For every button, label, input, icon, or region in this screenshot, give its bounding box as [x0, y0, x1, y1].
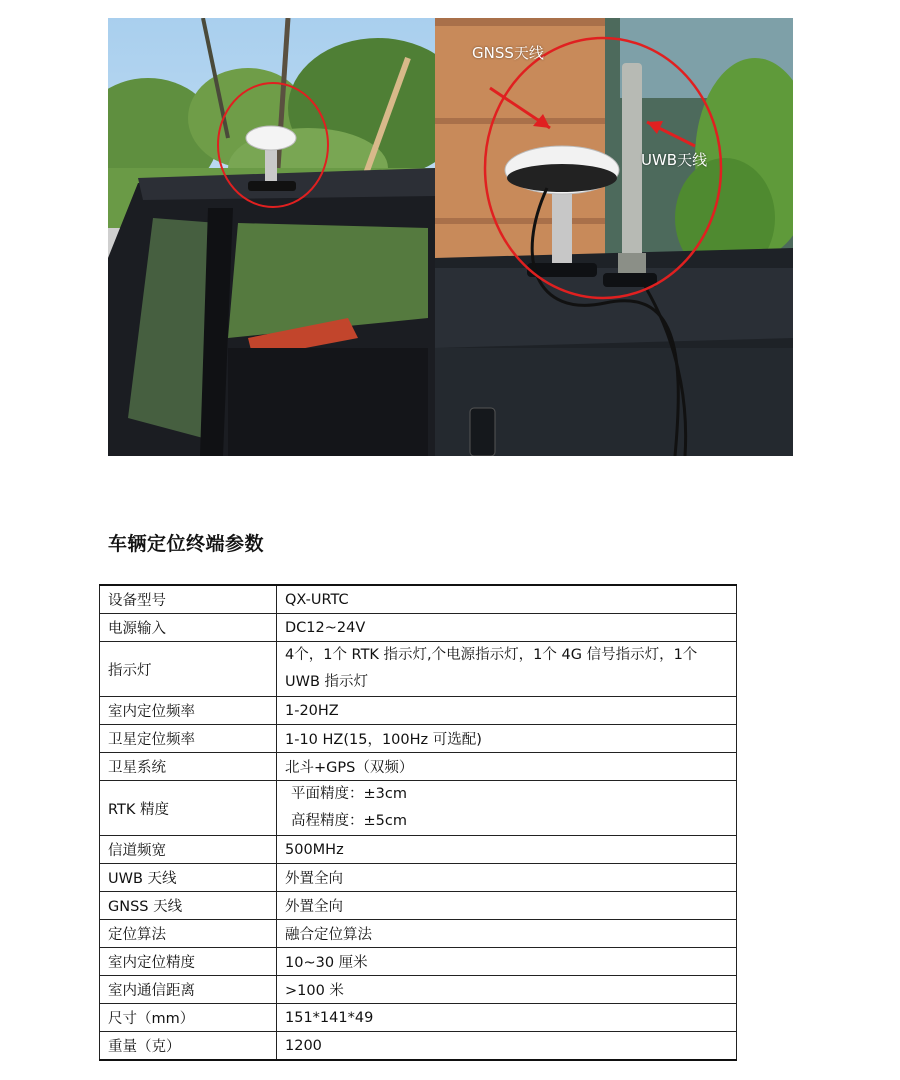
table-row — [100, 697, 737, 725]
table-row — [100, 781, 737, 836]
spec-value: 151*141*49 — [277, 1004, 737, 1032]
table-row — [100, 948, 737, 976]
spec-key: 室内通信距离 — [100, 976, 277, 1004]
spec-value: 1200 — [277, 1032, 737, 1061]
spec-key: RTK 精度 — [100, 781, 277, 836]
table-row — [100, 614, 737, 642]
spec-key: 定位算法 — [100, 920, 277, 948]
spec-value: 外置全向 — [277, 892, 737, 920]
spec-key: 指示灯 — [100, 642, 277, 697]
spec-key: 重量（克） — [100, 1032, 277, 1061]
spec-value: 外置全向 — [277, 864, 737, 892]
spec-value-line: 高程精度：±5cm — [291, 813, 407, 829]
table-row — [100, 976, 737, 1004]
uwb-antenna-label: UWB天线 — [641, 151, 708, 169]
table-row — [100, 753, 737, 781]
spec-value: >100 米 — [277, 976, 737, 1004]
spec-key: 电源输入 — [100, 614, 277, 642]
product-photos — [108, 18, 793, 456]
spec-key: 卫星系统 — [100, 753, 277, 781]
spec-key: 设备型号 — [100, 585, 277, 614]
spec-table — [99, 584, 737, 1061]
antenna-closeup-photo — [435, 18, 793, 456]
spec-value — [277, 781, 737, 836]
spec-key: GNSS 天线 — [100, 892, 277, 920]
spec-value-line: 4个，1个 RTK 指示灯,个电源指示灯，1个 4G 信号指示灯，1个 — [285, 647, 698, 663]
spec-value-line: 平面精度：±3cm — [291, 786, 407, 802]
spec-value: 1-20HZ — [277, 697, 737, 725]
table-row — [100, 920, 737, 948]
table-row — [100, 864, 737, 892]
spec-value: 1-10 HZ(15，100Hz 可选配) — [277, 725, 737, 753]
spec-key: 卫星定位频率 — [100, 725, 277, 753]
spec-key: UWB 天线 — [100, 864, 277, 892]
table-row — [100, 1004, 737, 1032]
vehicle-roof-antenna-illustration — [108, 18, 435, 456]
table-row — [100, 1032, 737, 1061]
table-row — [100, 642, 737, 697]
spec-value: 500MHz — [277, 836, 737, 864]
section-title: 车辆定位终端参数 — [108, 533, 265, 555]
spec-value: 北斗+GPS（双频） — [277, 753, 737, 781]
antenna-closeup-illustration — [435, 18, 793, 456]
table-row — [100, 892, 737, 920]
spec-value: QX-URTC — [277, 585, 737, 614]
gnss-antenna-label: GNSS天线 — [472, 44, 544, 62]
spec-value — [277, 642, 737, 697]
spec-value: DC12~24V — [277, 614, 737, 642]
spec-key: 信道频宽 — [100, 836, 277, 864]
spec-value: 融合定位算法 — [277, 920, 737, 948]
table-row — [100, 836, 737, 864]
table-row — [100, 585, 737, 614]
spec-value: 10~30 厘米 — [277, 948, 737, 976]
spec-value-line: UWB 指示灯 — [285, 674, 369, 690]
spec-key: 尺寸（mm） — [100, 1004, 277, 1032]
table-row — [100, 725, 737, 753]
spec-key: 室内定位精度 — [100, 948, 277, 976]
vehicle-photo — [108, 18, 435, 456]
spec-key: 室内定位频率 — [100, 697, 277, 725]
